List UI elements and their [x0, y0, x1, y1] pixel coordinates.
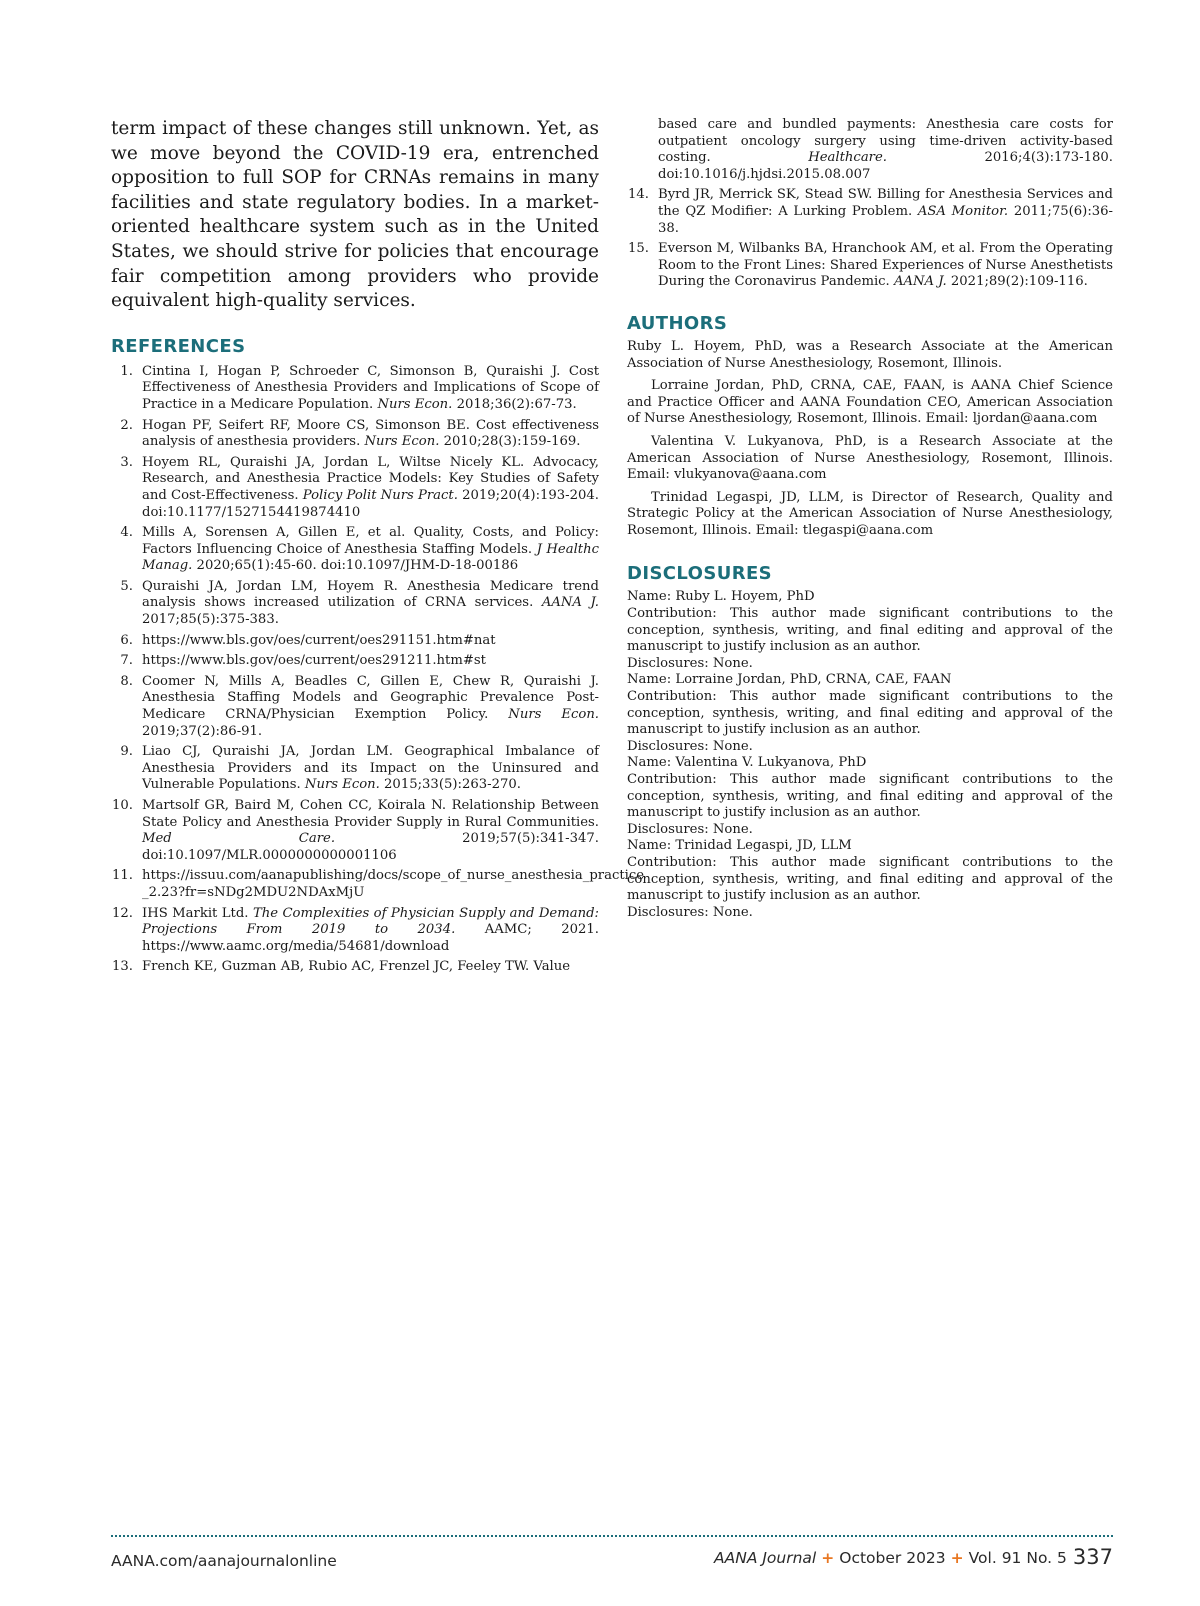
disclosure-contribution: Contribution: This author made significant contributions to the conception, synthesis, writing, and final editing and approval of the manuscript to justify inclusion as an author. [627, 854, 1113, 904]
reference-item-continued: based care and bundled payments: Anesthesia care costs for outpatient oncology surgery using time-driven activity-based costing. Healthcare. 2016;4(3):173-180. doi:10.1016/j.hjdsi.2015.08.007 [658, 117, 1113, 182]
journal-url[interactable]: AANA.com/aanajournalonline [111, 1552, 337, 1570]
disclosure-name: Name: Lorraine Jordan, PhD, CRNA, CAE, FAAN [627, 672, 952, 688]
reference-item: 8. Coomer N, Mills A, Beadles C, Gillen E, Chew R, Quraishi J. Anesthesia Staffing Models and Geographic Prevalence Post-Medicare CRNA/Physician Exemption Policy. Nurs Econ. 2019;37(2):86-91. [120, 673, 599, 739]
reference-item: 3. Hoyem RL, Quraishi JA, Jordan L, Wiltse Nicely KL. Advocacy, Research, and Anesthesia Practice Models: Key Studies of Safety and Cost-Effectiveness. Policy Polit Nurs Pract. 2019;20(4):193-204. doi:10.1177/1527154419874410 [120, 454, 599, 520]
plus-separator-icon: + [821, 1549, 835, 1567]
author-bio: Valentina V. Lukyanova, PhD, is a Research Associate at the American Association of Nurse Anesthesiology, Rosemont, Illinois. Email: vlukyanova@aana.com [627, 433, 1113, 483]
left-column [111, 117, 645, 980]
reference-item: 1. Cintina I, Hogan P, Schroeder C, Simonson B, Quraishi J. Cost Effectiveness of Anesthesia Providers and Implications of Scope of Practice in a Medicare Population. Nurs Econ. 2018;36(2):67-73. [120, 363, 599, 412]
author-bio: Ruby L. Hoyem, PhD, was a Research Associate at the American Association of Nurse Anesthesiology, Rosemont, Illinois. [627, 338, 1113, 371]
disclosure-statement: Disclosures: None. [627, 904, 753, 920]
issue-date: October 2023 [839, 1549, 946, 1567]
references-list [111, 363, 645, 976]
authors-heading: AUTHORS [627, 312, 728, 334]
references-heading: REFERENCES [111, 335, 246, 357]
reference-item: 4. Mills A, Sorensen A, Gillen E, et al. Quality, Costs, and Policy: Factors Influencing Choice of Anesthesia Staffing Models. J Healthc Manag. 2020;65(1):45-60. doi:10.1097/JHM-D-18-00186 [120, 525, 599, 574]
disclosure-statement: Disclosures: None. [627, 738, 753, 754]
journal-citation [714, 1544, 1113, 1568]
right-column [627, 117, 1113, 921]
references-list-continued [627, 117, 1113, 291]
journal-name: AANA Journal [714, 1549, 817, 1567]
reference-item: 12. IHS Markit Ltd. The Complexities of Physician Supply and Demand: Projections From 2019 to 2034. AAMC; 2021. https://www.aamc.org/media/54681/download [112, 905, 599, 954]
author-bio: Lorraine Jordan, PhD, CRNA, CAE, FAAN, is AANA Chief Science and Practice Officer and AANA Foundation CEO, American Association of Nurse Anesthesiology, Rosemont, Illinois. Email: ljordan@aana.com [627, 378, 1113, 427]
reference-item: 10. Martsolf GR, Baird M, Cohen CC, Koirala N. Relationship Between State Policy and Anesthesia Provider Supply in Rural Communities. Med Care. 2019;57(5):341-347. doi:10.1097/MLR.0000000000001106 [112, 798, 599, 863]
reference-item: 9. Liao CJ, Quraishi JA, Jordan LM. Geographical Imbalance of Anesthesia Providers and its Impact on the Uninsured and Vulnerable Populations. Nurs Econ. 2015;33(5):263-270. [120, 744, 599, 793]
disclosure-name: Name: Trinidad Legaspi, JD, LLM [627, 838, 852, 854]
disclosure-contribution: Contribution: This author made significant contributions to the conception, synthesis, writing, and final editing and approval of the manuscript to justify inclusion as an author. [627, 606, 1113, 655]
plus-separator-icon: + [950, 1549, 964, 1567]
intro-paragraph: term impact of these changes still unknown. Yet, as we move beyond the COVID-19 era, entrenched opposition to full SOP for CRNAs remains in many facilities and state regulatory bodies. In a market-oriented healthcare system such as in the United States, we should strive for policies that encourage fair competition among providers who provide equivalent high-quality services. [111, 118, 599, 312]
disclosures-list [627, 589, 1113, 921]
reference-item: 11. https://issuu.com/aanapublishing/docs/scope_of_nurse_anesthesia_practice _2.23?fr=sNDg2MDU2NDAxMjU [112, 868, 645, 900]
disclosure-contribution: Contribution: This author made significant contributions to the conception, synthesis, writing, and final editing and approval of the manuscript to justify inclusion as an author. [627, 689, 1113, 738]
reference-item: 6. https://www.bls.gov/oes/current/oes291151.htm#nat [120, 632, 496, 648]
volume: Vol. 91 [968, 1549, 1022, 1567]
reference-item: 2. Hogan PF, Seifert RF, Moore CS, Simonson BE. Cost effectiveness analysis of anesthesia providers. Nurs Econ. 2010;28(3):159-169. [120, 417, 599, 450]
reference-item: 13. French KE, Guzman AB, Rubio AC, Frenzel JC, Feeley TW. Value [112, 959, 571, 975]
disclosure-statement: Disclosures: None. [627, 655, 753, 671]
footer-divider [111, 1535, 1113, 1537]
disclosure-contribution: Contribution: This author made significant contributions to the conception, synthesis, writing, and final editing and approval of the manuscript to justify inclusion as an author. [627, 772, 1113, 821]
reference-item: 14. Byrd JR, Merrick SK, Stead SW. Billing for Anesthesia Services and the QZ Modifier: A Lurking Problem. ASA Monitor. 2011;75(6):36-38. [628, 187, 1113, 236]
reference-item: 5. Quraishi JA, Jordan LM, Hoyem R. Anesthesia Medicare trend analysis shows increased utilization of CRNA services. AANA J. 2017;85(5):375-383. [120, 578, 599, 628]
reference-item: 7. https://www.bls.gov/oes/current/oes291211.htm#st [120, 653, 486, 669]
author-bio: Trinidad Legaspi, JD, LLM, is Director of Research, Quality and Strategic Policy at the American Association of Nurse Anesthesiology, Rosemont, Illinois. Email: tlegaspi@aana.com [627, 489, 1113, 538]
reference-item: 15. Everson M, Wilbanks BA, Hranchook AM, et al. From the Operating Room to the Front Lines: Shared Experiences of Nurse Anesthetists During the Coronavirus Pandemic. AANA J. 2021;89(2):109-116. [628, 241, 1113, 290]
disclosure-name: Name: Ruby L. Hoyem, PhD [627, 589, 815, 605]
page-footer [111, 1544, 1113, 1578]
disclosure-statement: Disclosures: None. [627, 821, 753, 837]
disclosures-heading: DISCLOSURES [627, 563, 773, 585]
issue-number: No. 5 [1026, 1549, 1067, 1567]
page-number: 337 [1072, 1545, 1113, 1569]
disclosure-name: Name: Valentina V. Lukyanova, PhD [627, 755, 867, 771]
